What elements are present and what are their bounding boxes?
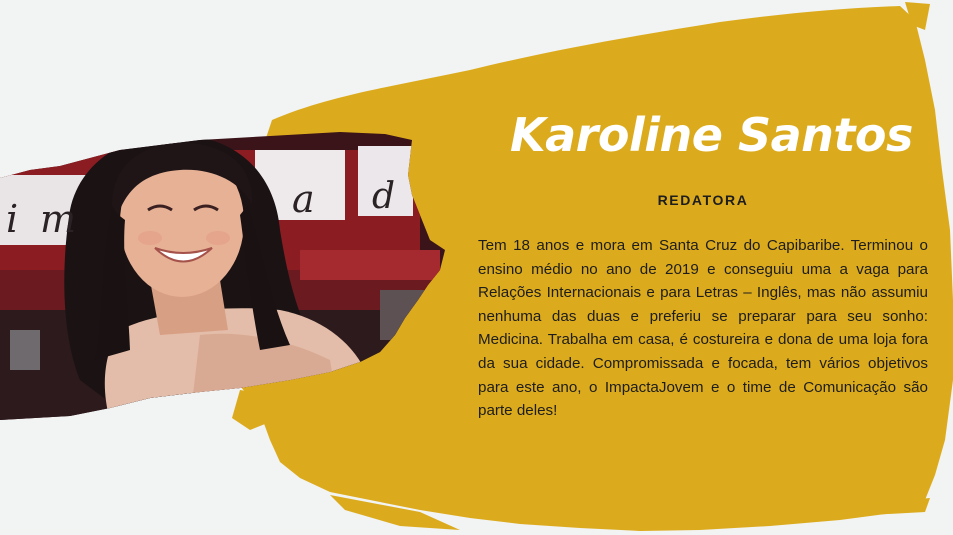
sign-letter: a [292,177,315,221]
profile-bio: Tem 18 anos e mora em Santa Cruz do Capibaribe. Terminou o ensino médio no ano de 2019 e conseguiu uma a vaga para Relações Internacionais e para Letras – Inglês, mas não assumiu nenhuma das duas e preferiu se preparar para seu sonho: Medicina. Trabalha em casa, é costureira e dona de uma loja fora da sua cidade. Compromissada e focada, tem vários objetivos para este ano, o ImpactaJovem e o time de Comunicação são parte deles! [478,237,928,420]
sign-letter: m [40,197,77,241]
profile-name: Karoline Santos [510,108,913,162]
sign-letter: d [372,176,396,217]
sign-letter: i [6,197,19,241]
profile-role: REDATORA [657,192,749,208]
